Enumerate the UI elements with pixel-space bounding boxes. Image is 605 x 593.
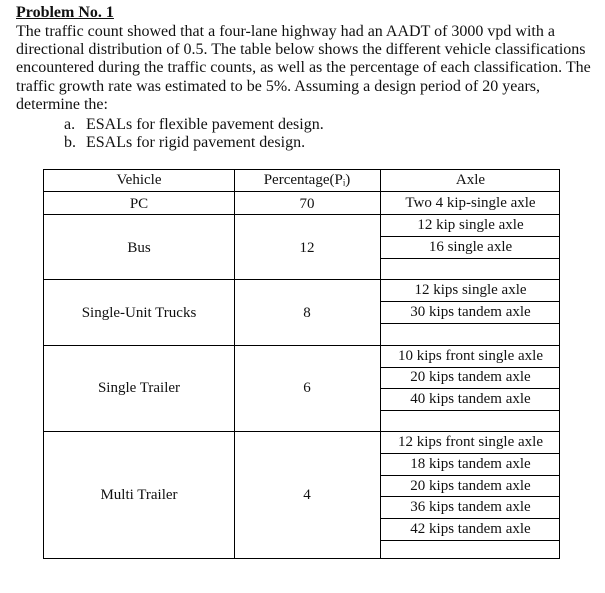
problem-statement bbox=[16, 23, 596, 114]
row-divider bbox=[44, 345, 559, 346]
list-text: ESALs for flexible pavement design. bbox=[86, 116, 324, 133]
vehicle-classification-table bbox=[43, 169, 560, 559]
header-divider bbox=[44, 191, 559, 192]
row-divider bbox=[44, 431, 559, 432]
list-marker: b. bbox=[64, 134, 76, 151]
cell-vehicle: Single Trailer bbox=[97, 380, 181, 396]
cell-axle: 12 kips front single axle bbox=[398, 434, 543, 450]
axle-subdivider bbox=[380, 475, 559, 476]
cell-axle: 30 kips tandem axle bbox=[410, 304, 531, 320]
row-divider bbox=[44, 279, 559, 280]
list-text: ESALs for rigid pavement design. bbox=[86, 134, 306, 151]
cell-percentage: 12 bbox=[299, 240, 315, 256]
axle-subdivider bbox=[380, 453, 559, 454]
header-axle: Axle bbox=[455, 172, 486, 188]
question-list bbox=[64, 116, 324, 152]
axle-subdivider bbox=[380, 236, 559, 237]
cell-axle: 20 kips tandem axle bbox=[410, 478, 531, 494]
list-item bbox=[64, 116, 324, 134]
cell-axle: 42 kips tandem axle bbox=[410, 521, 531, 537]
axle-subdivider bbox=[380, 496, 559, 497]
statement-line: directional distribution of 0.5. The table below shows the different vehicle classifications bbox=[16, 41, 586, 59]
cell-percentage: 70 bbox=[299, 196, 315, 212]
problem-title: Problem No. 1 bbox=[16, 4, 114, 21]
cell-percentage: 4 bbox=[303, 487, 311, 503]
axle-subdivider bbox=[380, 323, 559, 324]
cell-vehicle: Multi Trailer bbox=[100, 487, 178, 503]
header-percentage: Percentage(Pᵢ) bbox=[263, 172, 351, 188]
axle-subdivider bbox=[380, 388, 559, 389]
axle-subdivider bbox=[380, 410, 559, 411]
cell-vehicle: Single-Unit Trucks bbox=[81, 305, 197, 321]
cell-axle: 12 kips single axle bbox=[414, 282, 527, 298]
cell-percentage: 8 bbox=[303, 305, 311, 321]
cell-percentage: 6 bbox=[303, 380, 311, 396]
cell-axle: 36 kips tandem axle bbox=[410, 499, 531, 515]
axle-subdivider bbox=[380, 301, 559, 302]
list-marker: a. bbox=[64, 116, 76, 133]
statement-line: encountered during the traffic counts, as well as the percentage of each classification. The bbox=[16, 59, 591, 77]
cell-axle: 18 kips tandem axle bbox=[410, 456, 531, 472]
axle-subdivider bbox=[380, 540, 559, 541]
axle-subdivider bbox=[380, 258, 559, 259]
cell-axle: Two 4 kip-single axle bbox=[405, 195, 536, 211]
cell-axle: 16 single axle bbox=[428, 239, 513, 255]
header-vehicle: Vehicle bbox=[116, 172, 162, 188]
cell-axle: 40 kips tandem axle bbox=[410, 391, 531, 407]
cell-vehicle: Bus bbox=[127, 240, 151, 256]
cell-axle: 12 kip single axle bbox=[417, 217, 524, 233]
statement-line: determine the: bbox=[16, 95, 108, 113]
statement-line: The traffic count showed that a four-lane highway had an AADT of 3000 vpd with a bbox=[16, 23, 555, 40]
statement-line: traffic growth rate was estimated to be 5%. Assuming a design period of 20 years, bbox=[16, 77, 541, 95]
axle-subdivider bbox=[380, 518, 559, 519]
row-divider bbox=[44, 214, 559, 215]
cell-axle: 20 kips tandem axle bbox=[410, 369, 531, 385]
list-item bbox=[64, 134, 324, 152]
cell-vehicle: PC bbox=[129, 196, 149, 212]
cell-axle: 10 kips front single axle bbox=[398, 348, 543, 364]
